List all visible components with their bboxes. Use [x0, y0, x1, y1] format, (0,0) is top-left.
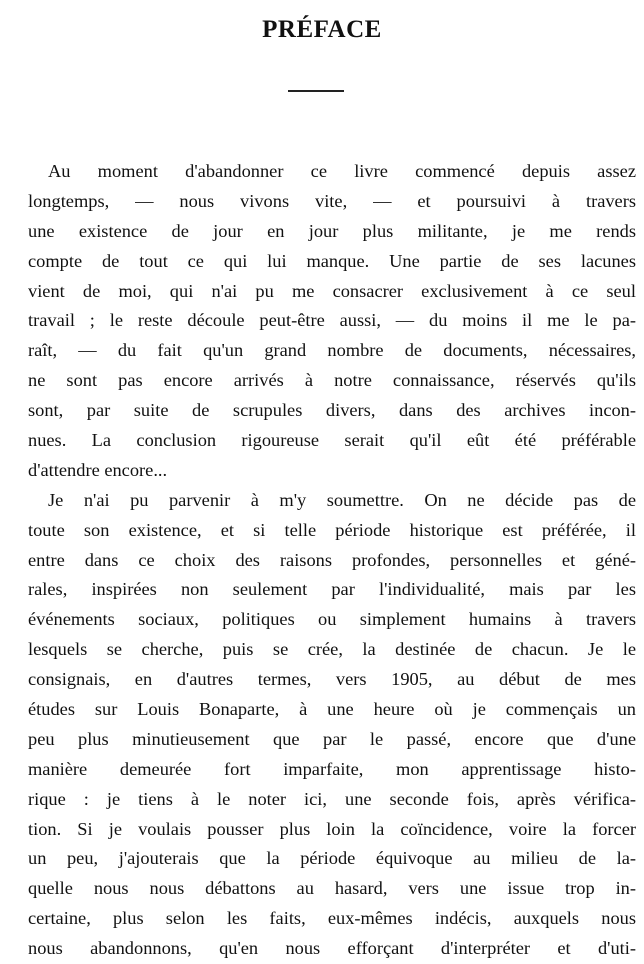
paragraph-2: [28, 486, 636, 964]
paragraph-1: [28, 157, 636, 486]
text-line: tion. Si je voulais pousser plus loin la coïncidence, voire la forcer: [28, 818, 636, 839]
text-line: certaine, plus selon les faits, eux-mêmes indécis, auxquels nous: [28, 908, 636, 929]
preface-body: [28, 157, 636, 964]
text-line: peu plus minutieusement que par le passé, encore que d'une: [28, 728, 636, 749]
text-line: rique : je tiens à le noter ici, une seconde fois, après vérifica-: [28, 788, 636, 809]
text-line: toute son existence, et si telle période historique est préférée, il: [28, 519, 636, 540]
text-line: quelle nous nous débattons au hasard, vers une issue trop in-: [28, 878, 636, 899]
text-line: consignais, en d'autres termes, vers 1905, au début de mes: [28, 669, 636, 690]
title-divider: [288, 90, 344, 92]
text-line: travail ; le reste découle peut-être aussi, — du moins il me le pa-: [28, 310, 636, 331]
text-line: une existence de jour en jour plus militante, je me rends: [28, 220, 636, 241]
text-line: raît, — du fait qu'un grand nombre de documents, nécessaires,: [28, 340, 636, 361]
text-line: sont, par suite de scrupules divers, dans des archives incon-: [28, 400, 636, 421]
text-line: manière demeurée fort imparfaite, mon apprentissage histo-: [28, 758, 636, 779]
text-line: Au moment d'abandonner ce livre commencé depuis assez: [48, 161, 636, 181]
text-line: longtemps, — nous vivons vite, — et poursuivi à travers: [28, 190, 636, 211]
text-line: entre dans ce choix des raisons profondes, personnelles et géné-: [28, 549, 636, 570]
page-title: PRÉFACE: [262, 16, 382, 43]
text-line: études sur Louis Bonaparte, à une heure où je commençais un: [28, 699, 636, 720]
text-line: ne sont pas encore arrivés à notre connaissance, réservés qu'ils: [28, 370, 636, 391]
text-line: événements sociaux, politiques ou simplement humains à travers: [28, 609, 636, 630]
text-line: lesquels se cherche, puis se crée, la destinée de chacun. Je le: [28, 639, 636, 660]
text-line: un peu, j'ajouterais que la période équivoque au milieu de la-: [28, 848, 636, 869]
text-line: vient de moi, qui n'ai pu me consacrer exclusivement à ce seul: [28, 280, 636, 301]
text-line: nues. La conclusion rigoureuse serait qu'il eût été préférable: [28, 430, 636, 451]
text-line: Je n'ai pu parvenir à m'y soumettre. On ne décide pas de: [48, 489, 636, 510]
text-line: d'attendre encore...: [28, 459, 168, 480]
text-line: compte de tout ce qui lui manque. Une partie de ses lacunes: [28, 250, 636, 271]
text-line: nous abandonnons, qu'en nous efforçant d'interpréter et d'uti-: [28, 938, 636, 959]
text-line: rales, inspirées non seulement par l'individualité, mais par les: [28, 579, 636, 600]
